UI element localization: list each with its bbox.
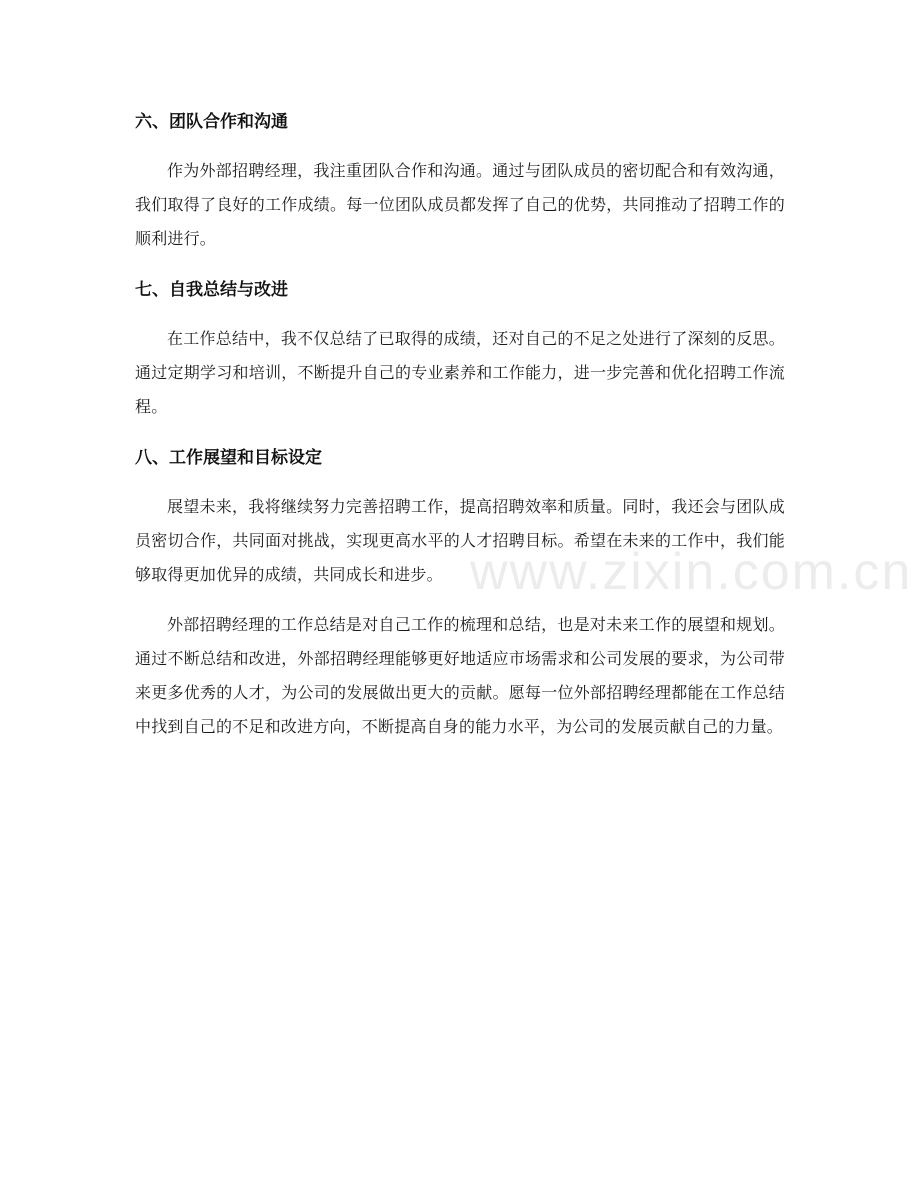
watermark: www.zixin.com.cn: [470, 543, 913, 601]
section-heading: 六、团队合作和沟通: [135, 112, 288, 132]
section-7: [135, 272, 785, 424]
section-6: [135, 104, 785, 256]
paragraph: 作为外部招聘经理，我注重团队合作和沟通。通过与团队成员的密切配合和有效沟通，我们取得了良好的工作成绩。每一位团队成员都发挥了自己的优势，共同推动了招聘工作的顺利进行。: [135, 161, 785, 248]
paragraph: 展望未来，我将继续努力完善招聘工作，提高招聘效率和质量。同时，我还会与团队成员密切合作，共同面对挑战，实现更高水平的人才招聘目标。希望在未来的工作中，我们能够取得更加优异的成绩，共同成长和进步。: [135, 497, 785, 584]
section-heading: 七、自我总结与改进: [135, 280, 288, 300]
paragraph: 在工作总结中，我不仅总结了已取得的成绩，还对自己的不足之处进行了深刻的反思。通过定期学习和培训，不断提升自己的专业素养和工作能力，进一步完善和优化招聘工作流程。: [135, 329, 785, 416]
paragraph: 外部招聘经理的工作总结是对自己工作的梳理和总结，也是对未来工作的展望和规划。通过不断总结和改进，外部招聘经理能够更好地适应市场需求和公司发展的要求，为公司带来更多优秀的人才，为公司的发展做出更大的贡献。愿每一位外部招聘经理都能在工作总结中找到自己的不足和改进方向，不断提高自身的能力水平，为公司的发展贡献自己的力量。: [135, 615, 785, 736]
section-heading: 八、工作展望和目标设定: [135, 448, 322, 468]
section-8: [135, 440, 785, 744]
document-body: [135, 104, 785, 760]
